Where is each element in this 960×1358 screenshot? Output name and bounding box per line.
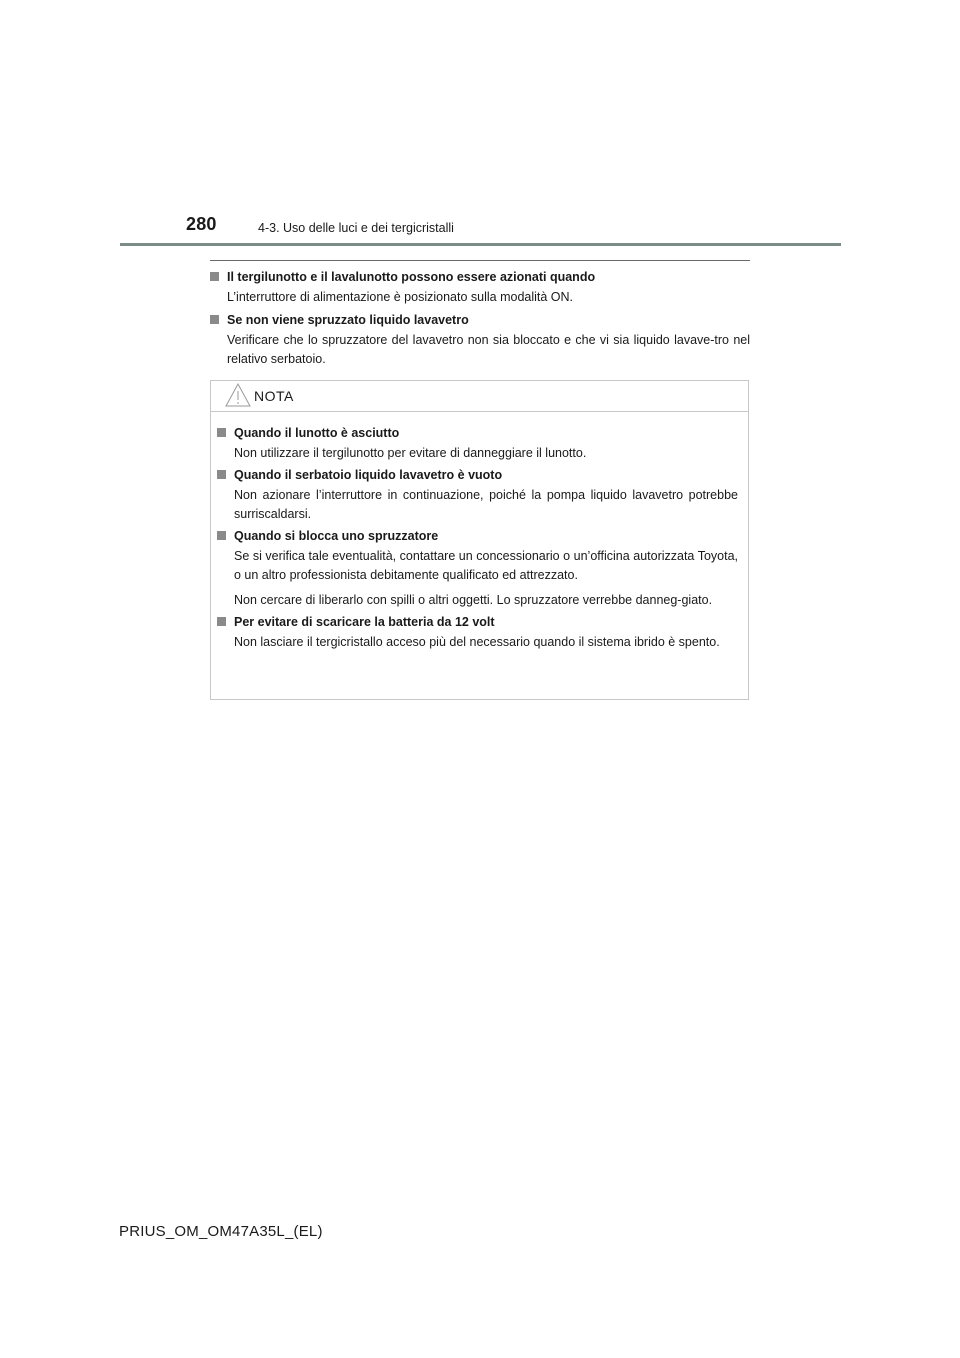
info-item (210, 268, 750, 307)
nota-item-text: Non azionare l’interruttore in continuazione, poiché la pompa liquido lavavetro potrebbe surriscaldarsi. (234, 488, 738, 521)
nota-item-title-text: Quando si blocca uno spruzzatore (234, 529, 439, 543)
nota-item (217, 466, 738, 524)
footer-doc-code: PRIUS_OM_OM47A35L_(EL) (119, 1223, 323, 1240)
nota-item-title (217, 424, 738, 442)
nota-item-text: Se si verifica tale eventualità, contattare un concessionario o un’officina autorizzata Toyota, o un altro professionista debitamente qualificato ed attrezzato. (234, 549, 738, 582)
nota-item (217, 527, 738, 610)
nota-item (217, 613, 738, 652)
nota-item-text: Non utilizzare il tergilunotto per evitare di danneggiare il lunotto. (234, 446, 587, 460)
main-content (210, 268, 750, 373)
nota-item-title-text: Quando il serbatoio liquido lavavetro è vuoto (234, 468, 503, 482)
square-bullet-icon (217, 617, 226, 626)
nota-body (211, 412, 748, 652)
info-item (210, 311, 750, 369)
info-item-title-text: Il tergilunotto e il lavalunotto possono essere azionati quando (227, 270, 596, 284)
info-item-text: L’interruttore di alimentazione è posizionato sulla modalità ON. (227, 290, 574, 304)
square-bullet-icon (210, 272, 219, 281)
square-bullet-icon (210, 315, 219, 324)
square-bullet-icon (217, 428, 226, 437)
nota-header (211, 381, 748, 412)
section-title: 4-3. Uso delle luci e dei tergicristalli (258, 221, 454, 235)
nota-box (210, 380, 749, 700)
nota-item-title (217, 613, 738, 631)
info-item-title (210, 311, 750, 329)
nota-item-title (217, 527, 738, 545)
nota-item-title-text: Per evitare di scaricare la batteria da 12 volt (234, 615, 495, 629)
top-rule (210, 260, 750, 261)
nota-item-text-2: Non cercare di liberarlo con spilli o altri oggetti. Lo spruzzatore verrebbe danneg-giato. (234, 593, 713, 607)
info-item-text: Verificare che lo spruzzatore del lavavetro non sia bloccato e che vi sia liquido lavave-tro nel relativo serbatoio. (227, 333, 750, 366)
square-bullet-icon (217, 531, 226, 540)
nota-item-text: Non lasciare il tergicristallo acceso più del necessario quando il sistema ibrido è spento. (234, 635, 720, 649)
info-item-title (210, 268, 750, 286)
nota-item (217, 424, 738, 463)
nota-item-title-text: Quando il lunotto è asciutto (234, 426, 400, 440)
square-bullet-icon (217, 470, 226, 479)
page-number: 280 (186, 214, 217, 234)
warning-triangle-icon (225, 383, 251, 407)
info-item-title-text: Se non viene spruzzato liquido lavavetro (227, 313, 469, 327)
nota-item-title (217, 466, 738, 484)
nota-label: NOTA (254, 388, 294, 404)
header-rule (120, 243, 841, 246)
